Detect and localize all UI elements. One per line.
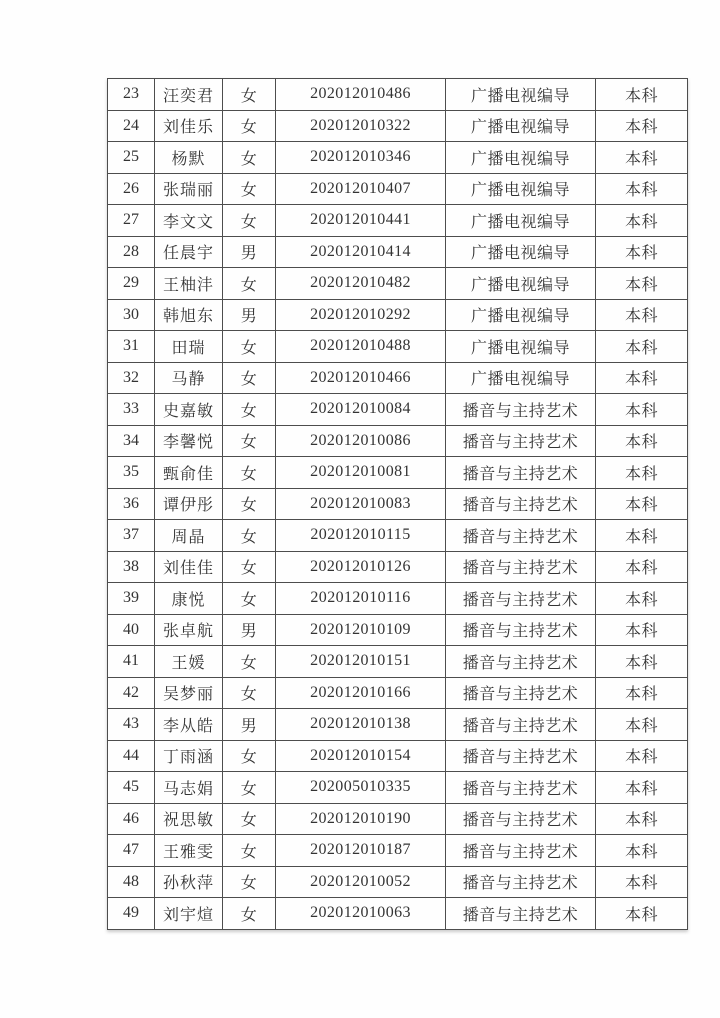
cell-name: 李从皓 <box>155 709 223 741</box>
table-row <box>108 646 688 678</box>
table-row <box>108 362 688 394</box>
cell-name: 刘佳乐 <box>155 110 223 142</box>
cell-student-id: 202012010482 <box>276 268 446 300</box>
cell-major: 播音与主持艺术 <box>446 614 596 646</box>
cell-name: 刘佳佳 <box>155 551 223 583</box>
cell-student-id: 202005010335 <box>276 772 446 804</box>
cell-name: 汪奕君 <box>155 79 223 111</box>
cell-major: 播音与主持艺术 <box>446 740 596 772</box>
cell-major: 广播电视编导 <box>446 299 596 331</box>
cell-name: 李文文 <box>155 205 223 237</box>
cell-major: 播音与主持艺术 <box>446 709 596 741</box>
cell-gender: 男 <box>223 299 276 331</box>
cell-student-id: 202012010407 <box>276 173 446 205</box>
cell-student-id: 202012010414 <box>276 236 446 268</box>
cell-level: 本科 <box>596 866 688 898</box>
cell-level: 本科 <box>596 709 688 741</box>
cell-major: 广播电视编导 <box>446 205 596 237</box>
table-row <box>108 520 688 552</box>
cell-major: 播音与主持艺术 <box>446 835 596 867</box>
cell-gender: 女 <box>223 772 276 804</box>
table-row <box>108 488 688 520</box>
table-row <box>108 205 688 237</box>
cell-student-id: 202012010063 <box>276 898 446 930</box>
cell-index: 28 <box>108 236 155 268</box>
cell-index: 49 <box>108 898 155 930</box>
cell-level: 本科 <box>596 173 688 205</box>
cell-major: 广播电视编导 <box>446 331 596 363</box>
student-roster-table <box>107 78 688 930</box>
cell-major: 播音与主持艺术 <box>446 646 596 678</box>
cell-level: 本科 <box>596 520 688 552</box>
cell-level: 本科 <box>596 205 688 237</box>
table-row <box>108 740 688 772</box>
cell-student-id: 202012010292 <box>276 299 446 331</box>
cell-major: 播音与主持艺术 <box>446 488 596 520</box>
cell-gender: 女 <box>223 898 276 930</box>
cell-name: 田瑞 <box>155 331 223 363</box>
roster-table-body <box>108 79 688 930</box>
cell-gender: 女 <box>223 173 276 205</box>
cell-major: 广播电视编导 <box>446 142 596 174</box>
cell-student-id: 202012010086 <box>276 425 446 457</box>
cell-level: 本科 <box>596 835 688 867</box>
cell-name: 李馨悦 <box>155 425 223 457</box>
cell-major: 播音与主持艺术 <box>446 457 596 489</box>
cell-level: 本科 <box>596 268 688 300</box>
cell-student-id: 202012010116 <box>276 583 446 615</box>
cell-major: 广播电视编导 <box>446 268 596 300</box>
cell-index: 23 <box>108 79 155 111</box>
cell-major: 播音与主持艺术 <box>446 425 596 457</box>
cell-level: 本科 <box>596 583 688 615</box>
cell-level: 本科 <box>596 362 688 394</box>
cell-gender: 女 <box>223 205 276 237</box>
cell-name: 孙秋萍 <box>155 866 223 898</box>
cell-gender: 女 <box>223 520 276 552</box>
cell-student-id: 202012010109 <box>276 614 446 646</box>
cell-student-id: 202012010126 <box>276 551 446 583</box>
cell-index: 38 <box>108 551 155 583</box>
cell-level: 本科 <box>596 898 688 930</box>
cell-gender: 女 <box>223 268 276 300</box>
table-row <box>108 110 688 142</box>
cell-student-id: 202012010154 <box>276 740 446 772</box>
cell-student-id: 202012010081 <box>276 457 446 489</box>
cell-major: 播音与主持艺术 <box>446 898 596 930</box>
cell-index: 27 <box>108 205 155 237</box>
cell-name: 谭伊彤 <box>155 488 223 520</box>
cell-index: 33 <box>108 394 155 426</box>
cell-gender: 女 <box>223 331 276 363</box>
cell-name: 王媛 <box>155 646 223 678</box>
cell-student-id: 202012010151 <box>276 646 446 678</box>
cell-name: 祝思敏 <box>155 803 223 835</box>
cell-gender: 女 <box>223 803 276 835</box>
cell-gender: 女 <box>223 394 276 426</box>
cell-index: 37 <box>108 520 155 552</box>
cell-student-id: 202012010190 <box>276 803 446 835</box>
cell-index: 46 <box>108 803 155 835</box>
cell-gender: 女 <box>223 646 276 678</box>
cell-major: 广播电视编导 <box>446 110 596 142</box>
cell-gender: 女 <box>223 457 276 489</box>
table-row <box>108 299 688 331</box>
cell-index: 31 <box>108 331 155 363</box>
cell-index: 32 <box>108 362 155 394</box>
cell-student-id: 202012010052 <box>276 866 446 898</box>
table-row <box>108 772 688 804</box>
cell-level: 本科 <box>596 457 688 489</box>
cell-gender: 女 <box>223 488 276 520</box>
table-row <box>108 457 688 489</box>
cell-name: 王柚沣 <box>155 268 223 300</box>
cell-gender: 女 <box>223 583 276 615</box>
table-row <box>108 898 688 930</box>
cell-index: 30 <box>108 299 155 331</box>
table-row <box>108 236 688 268</box>
table-row <box>108 268 688 300</box>
table-row <box>108 866 688 898</box>
cell-index: 39 <box>108 583 155 615</box>
cell-gender: 女 <box>223 551 276 583</box>
cell-name: 马静 <box>155 362 223 394</box>
table-row <box>108 79 688 111</box>
cell-level: 本科 <box>596 236 688 268</box>
cell-major: 播音与主持艺术 <box>446 866 596 898</box>
cell-level: 本科 <box>596 299 688 331</box>
cell-level: 本科 <box>596 394 688 426</box>
cell-name: 周晶 <box>155 520 223 552</box>
cell-index: 41 <box>108 646 155 678</box>
cell-level: 本科 <box>596 425 688 457</box>
cell-student-id: 202012010083 <box>276 488 446 520</box>
cell-index: 35 <box>108 457 155 489</box>
cell-index: 45 <box>108 772 155 804</box>
cell-name: 张瑞丽 <box>155 173 223 205</box>
table-row <box>108 709 688 741</box>
cell-gender: 女 <box>223 866 276 898</box>
cell-student-id: 202012010115 <box>276 520 446 552</box>
table-row <box>108 835 688 867</box>
cell-index: 36 <box>108 488 155 520</box>
table-row <box>108 677 688 709</box>
table-row <box>108 551 688 583</box>
cell-level: 本科 <box>596 677 688 709</box>
table-row <box>108 142 688 174</box>
cell-index: 26 <box>108 173 155 205</box>
cell-major: 广播电视编导 <box>446 362 596 394</box>
cell-index: 24 <box>108 110 155 142</box>
cell-student-id: 202012010346 <box>276 142 446 174</box>
cell-index: 25 <box>108 142 155 174</box>
cell-name: 刘宇煊 <box>155 898 223 930</box>
cell-major: 播音与主持艺术 <box>446 520 596 552</box>
cell-student-id: 202012010488 <box>276 331 446 363</box>
cell-level: 本科 <box>596 803 688 835</box>
cell-student-id: 202012010084 <box>276 394 446 426</box>
cell-index: 42 <box>108 677 155 709</box>
cell-major: 广播电视编导 <box>446 236 596 268</box>
cell-name: 韩旭东 <box>155 299 223 331</box>
cell-name: 吴梦丽 <box>155 677 223 709</box>
cell-name: 杨默 <box>155 142 223 174</box>
cell-student-id: 202012010466 <box>276 362 446 394</box>
cell-major: 广播电视编导 <box>446 173 596 205</box>
cell-name: 任晨宇 <box>155 236 223 268</box>
cell-level: 本科 <box>596 142 688 174</box>
cell-level: 本科 <box>596 79 688 111</box>
cell-major: 播音与主持艺术 <box>446 583 596 615</box>
cell-gender: 女 <box>223 425 276 457</box>
cell-gender: 男 <box>223 236 276 268</box>
cell-index: 34 <box>108 425 155 457</box>
table-row <box>108 583 688 615</box>
cell-level: 本科 <box>596 331 688 363</box>
cell-student-id: 202012010322 <box>276 110 446 142</box>
cell-gender: 女 <box>223 79 276 111</box>
cell-student-id: 202012010166 <box>276 677 446 709</box>
cell-gender: 女 <box>223 677 276 709</box>
cell-index: 44 <box>108 740 155 772</box>
cell-name: 王雅雯 <box>155 835 223 867</box>
cell-student-id: 202012010486 <box>276 79 446 111</box>
cell-level: 本科 <box>596 110 688 142</box>
cell-gender: 女 <box>223 142 276 174</box>
cell-student-id: 202012010187 <box>276 835 446 867</box>
cell-index: 43 <box>108 709 155 741</box>
cell-level: 本科 <box>596 740 688 772</box>
table-row <box>108 425 688 457</box>
cell-level: 本科 <box>596 488 688 520</box>
cell-name: 丁雨涵 <box>155 740 223 772</box>
cell-major: 广播电视编导 <box>446 79 596 111</box>
cell-level: 本科 <box>596 646 688 678</box>
table-row <box>108 394 688 426</box>
cell-gender: 男 <box>223 709 276 741</box>
cell-major: 播音与主持艺术 <box>446 772 596 804</box>
cell-gender: 女 <box>223 110 276 142</box>
cell-level: 本科 <box>596 614 688 646</box>
cell-major: 播音与主持艺术 <box>446 677 596 709</box>
cell-name: 史嘉敏 <box>155 394 223 426</box>
cell-student-id: 202012010441 <box>276 205 446 237</box>
cell-index: 47 <box>108 835 155 867</box>
cell-level: 本科 <box>596 772 688 804</box>
table-row <box>108 173 688 205</box>
cell-gender: 男 <box>223 614 276 646</box>
cell-gender: 女 <box>223 835 276 867</box>
cell-major: 播音与主持艺术 <box>446 551 596 583</box>
cell-gender: 女 <box>223 740 276 772</box>
cell-index: 48 <box>108 866 155 898</box>
cell-major: 播音与主持艺术 <box>446 803 596 835</box>
table-row <box>108 331 688 363</box>
cell-index: 40 <box>108 614 155 646</box>
cell-level: 本科 <box>596 551 688 583</box>
cell-gender: 女 <box>223 362 276 394</box>
cell-major: 播音与主持艺术 <box>446 394 596 426</box>
cell-name: 马志娟 <box>155 772 223 804</box>
table-row <box>108 803 688 835</box>
cell-index: 29 <box>108 268 155 300</box>
cell-student-id: 202012010138 <box>276 709 446 741</box>
table-row <box>108 614 688 646</box>
cell-name: 甄俞佳 <box>155 457 223 489</box>
cell-name: 康悦 <box>155 583 223 615</box>
cell-name: 张卓航 <box>155 614 223 646</box>
